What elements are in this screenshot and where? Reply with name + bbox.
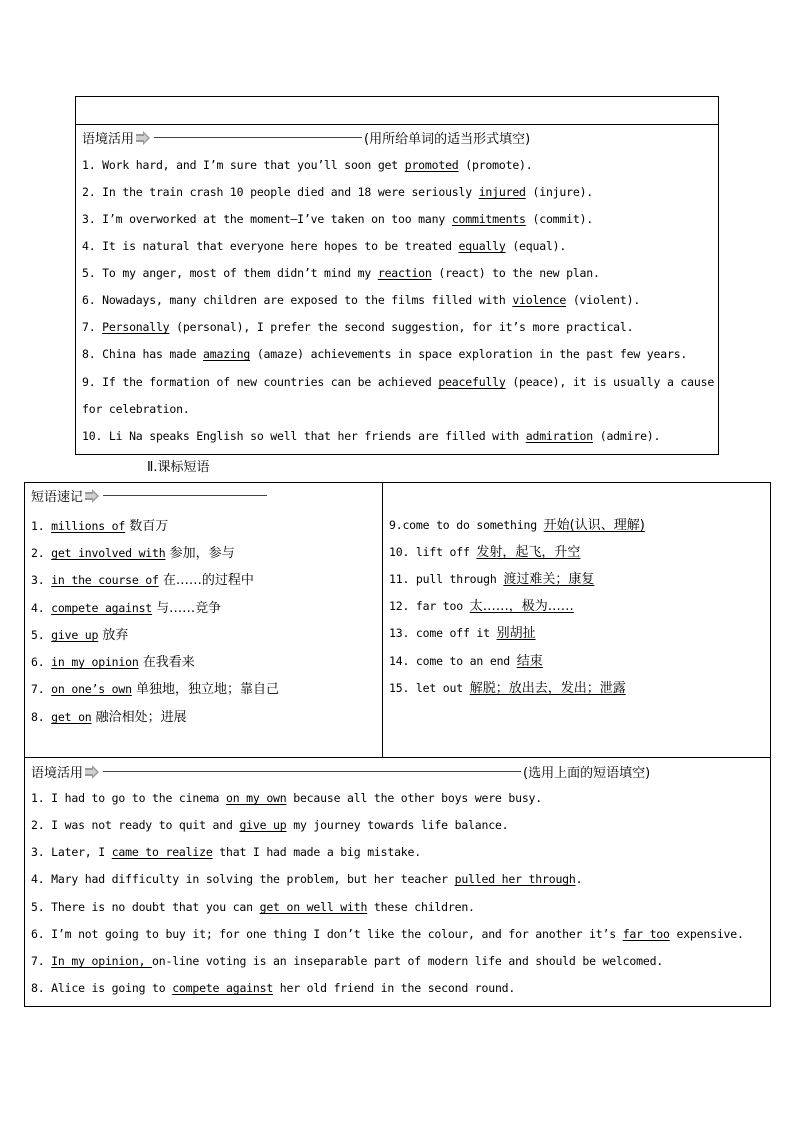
exercise-line bbox=[82, 293, 640, 307]
phrase-item bbox=[389, 541, 580, 560]
answer-blank: far too bbox=[622, 927, 670, 941]
exercise-line bbox=[31, 900, 475, 914]
phrase-text: compete against bbox=[51, 601, 153, 615]
answer-blank: get on well with bbox=[259, 900, 368, 914]
exercise-text: 7. bbox=[31, 954, 52, 968]
exercise-text: (peace), it is usually a cause bbox=[505, 375, 715, 389]
double-arrow-icon bbox=[84, 489, 100, 503]
double-arrow-icon bbox=[135, 131, 151, 145]
phrase-text: in my opinion bbox=[51, 655, 139, 669]
answer-blank: amazing bbox=[203, 347, 251, 361]
exercise-text: 3. I’m overworked at the moment—I’ve taken on too many bbox=[82, 212, 452, 226]
exercise-text: 1. Work hard, and I’m sure that you’ll soon get bbox=[82, 158, 405, 172]
section3-header-note: (选用上面的短语填空) bbox=[523, 766, 651, 781]
exercise-text: on-line voting is an inseparable part of modern life and should be welcomed. bbox=[152, 954, 664, 968]
exercise-line bbox=[82, 239, 566, 253]
section3-header-rule bbox=[103, 771, 521, 772]
exercise-text: 5. To my anger, most of them didn’t mind my bbox=[82, 266, 378, 280]
phrase-meaning: 在我看来 bbox=[138, 655, 195, 670]
phrase-item bbox=[389, 595, 574, 614]
exercise-line bbox=[82, 375, 714, 389]
exercise-text: my journey towards life balance. bbox=[286, 818, 509, 832]
exercise-text: 9. If the formation of new countries can be achieved bbox=[82, 375, 439, 389]
phrase-item bbox=[31, 597, 221, 616]
phrase-meaning: 解脱；放出去，发出；泄露 bbox=[469, 681, 626, 696]
exercise-line bbox=[31, 927, 744, 941]
section1-header bbox=[82, 128, 530, 147]
exercise-text: 6. I’m not going to buy it; for one thing I don’t like the colour, and for another it’s bbox=[31, 927, 623, 941]
exercise-text: 4. It is natural that everyone here hopes to be treated bbox=[82, 239, 459, 253]
exercise-line bbox=[82, 185, 593, 199]
phrase-meaning: 结束 bbox=[516, 654, 543, 669]
phrase-table-row-divider bbox=[24, 757, 771, 758]
phrase-text: 13. come off it bbox=[389, 626, 497, 640]
exercise-text: 3. Later, I bbox=[31, 845, 112, 859]
answer-blank: on my own bbox=[225, 791, 287, 805]
exercise-text: (personal), I prefer the second suggestion, for it’s more practical. bbox=[169, 320, 634, 334]
phrase-text: 11. pull through bbox=[389, 572, 504, 586]
exercise-line bbox=[31, 872, 582, 886]
phrase-meaning: 发射，起飞，升空 bbox=[476, 545, 581, 560]
exercise-text: because all the other boys were busy. bbox=[286, 791, 542, 805]
phrase-number: 4. bbox=[31, 601, 52, 615]
exercise-line bbox=[82, 266, 600, 280]
phrase-number: 6. bbox=[31, 655, 52, 669]
phrase-number: 3. bbox=[31, 573, 52, 587]
phrase-text: 15. let out bbox=[389, 681, 470, 695]
answer-blank: violence bbox=[512, 293, 567, 307]
phrase-text: 9.come to do something bbox=[389, 518, 544, 532]
exercise-text: 5. There is no doubt that you can bbox=[31, 900, 260, 914]
phrase-meaning: 单独地，独立地；靠自己 bbox=[131, 682, 279, 697]
section3-header-label: 语境活用 bbox=[31, 766, 84, 781]
phrase-table-column-divider bbox=[382, 482, 383, 758]
exercise-text: (commit). bbox=[525, 212, 594, 226]
phrase-number: 2. bbox=[31, 546, 52, 560]
phrase-meaning: 开始(认识、理解) bbox=[543, 518, 645, 533]
phrase-meaning: 数百万 bbox=[125, 519, 169, 534]
phrase-item bbox=[31, 678, 279, 697]
phrase-text: 12. far too bbox=[389, 599, 470, 613]
exercise-text: for celebration. bbox=[82, 402, 190, 416]
exercise-text: these children. bbox=[367, 900, 475, 914]
exercise-text: her old friend in the second round. bbox=[273, 981, 516, 995]
exercise-text: 8. Alice is going to bbox=[31, 981, 173, 995]
phrase-number: 8. bbox=[31, 710, 52, 724]
answer-blank: equally bbox=[458, 239, 506, 253]
phrase-item bbox=[31, 706, 187, 725]
answer-blank: peacefully bbox=[438, 375, 506, 389]
phrase-item bbox=[31, 569, 254, 588]
exercise-line bbox=[82, 320, 633, 334]
phrase-meaning: 太……，极为…… bbox=[469, 599, 574, 614]
phrase-item bbox=[389, 514, 645, 533]
exercise-text: 6. Nowadays, many children are exposed to the films filled with bbox=[82, 293, 513, 307]
exercise-text: 7. bbox=[82, 320, 103, 334]
answer-blank: pulled her through bbox=[454, 872, 576, 886]
phrase-meaning: 别胡扯 bbox=[496, 626, 536, 641]
phrase-meaning: 在……的过程中 bbox=[158, 573, 254, 588]
phrase-item bbox=[31, 624, 128, 643]
answer-blank: injured bbox=[478, 185, 526, 199]
exercise-line bbox=[31, 845, 421, 859]
exercise-text: 8. China has made bbox=[82, 347, 204, 361]
phrase-item bbox=[389, 677, 626, 696]
exercise-text: 1. I had to go to the cinema bbox=[31, 791, 226, 805]
phrase-text: in the course of bbox=[51, 573, 159, 587]
exercise-line bbox=[82, 402, 190, 416]
exercise-text: that I had made a big mistake. bbox=[212, 845, 421, 859]
exercise-line bbox=[31, 981, 515, 995]
exercise-text: (injure). bbox=[525, 185, 594, 199]
exercise-text: 4. Mary had difficulty in solving the problem, but her teacher bbox=[31, 872, 455, 886]
answer-blank: commitments bbox=[451, 212, 526, 226]
phrase-text: get on bbox=[51, 710, 92, 724]
section1-header-label: 语境活用 bbox=[82, 132, 135, 147]
exercise-text: 2. In the train crash 10 people died and 18 were seriously bbox=[82, 185, 479, 199]
phrase-meaning: 放弃 bbox=[98, 628, 129, 643]
phrase-meaning: 融洽相处；进展 bbox=[91, 710, 187, 725]
phrase-text: get involved with bbox=[51, 546, 166, 560]
answer-blank: Personally bbox=[102, 320, 170, 334]
section2-header bbox=[31, 486, 269, 505]
phrase-text: 14. come to an end bbox=[389, 654, 517, 668]
exercise-line bbox=[82, 158, 533, 172]
phrase-meaning: 参加，参与 bbox=[165, 546, 235, 561]
exercise-line bbox=[82, 212, 593, 226]
exercise-line bbox=[82, 347, 687, 361]
answer-blank: compete against bbox=[172, 981, 274, 995]
phrase-item bbox=[389, 568, 594, 587]
answer-blank: promoted bbox=[404, 158, 459, 172]
exercise-line bbox=[31, 954, 663, 968]
exercise-line bbox=[31, 791, 542, 805]
section2-header-label: 短语速记 bbox=[31, 490, 84, 505]
phrase-text: 10. lift off bbox=[389, 545, 477, 559]
exercise-line bbox=[31, 818, 508, 832]
exercise-text: . bbox=[575, 872, 583, 886]
answer-blank: came to realize bbox=[111, 845, 213, 859]
phrase-text: millions of bbox=[51, 519, 126, 533]
answer-blank: admiration bbox=[525, 429, 594, 443]
section3-header bbox=[31, 762, 650, 781]
exercise-text: (equal). bbox=[505, 239, 567, 253]
exercise-text: (amaze) achievements in space exploration in the past few years. bbox=[250, 347, 688, 361]
section1-top-divider bbox=[75, 124, 719, 125]
double-arrow-icon bbox=[84, 765, 100, 779]
answer-blank: reaction bbox=[377, 266, 432, 280]
exercise-text: 2. I was not ready to quit and bbox=[31, 818, 240, 832]
phrase-item bbox=[31, 515, 168, 534]
phrase-meaning: 与……竞争 bbox=[152, 601, 222, 616]
exercise-text: expensive. bbox=[669, 927, 744, 941]
exercise-text: 10. Li Na speaks English so well that her friends are filled with bbox=[82, 429, 526, 443]
section2-title: Ⅱ.课标短语 bbox=[147, 460, 210, 475]
exercise-text: (admire). bbox=[593, 429, 661, 443]
phrase-number: 5. bbox=[31, 628, 52, 642]
exercise-text: (promote). bbox=[458, 158, 533, 172]
phrase-text: give up bbox=[51, 628, 99, 642]
section2-header-rule bbox=[103, 495, 267, 496]
answer-blank: In my opinion, bbox=[51, 954, 153, 968]
answer-blank: give up bbox=[239, 818, 287, 832]
phrase-meaning: 渡过难关；康复 bbox=[503, 572, 595, 587]
exercise-text: (react) to the new plan. bbox=[431, 266, 600, 280]
phrase-item bbox=[389, 622, 536, 641]
exercise-line bbox=[82, 429, 660, 443]
phrase-item bbox=[31, 651, 195, 670]
phrase-text: on one’s own bbox=[51, 682, 132, 696]
phrase-item bbox=[31, 542, 235, 561]
exercise-text: (violent). bbox=[566, 293, 641, 307]
section1-header-note: (用所给单词的适当形式填空) bbox=[364, 132, 531, 147]
phrase-number: 1. bbox=[31, 519, 52, 533]
phrase-number: 7. bbox=[31, 682, 52, 696]
section1-header-rule bbox=[154, 137, 362, 138]
phrase-item bbox=[389, 650, 543, 669]
